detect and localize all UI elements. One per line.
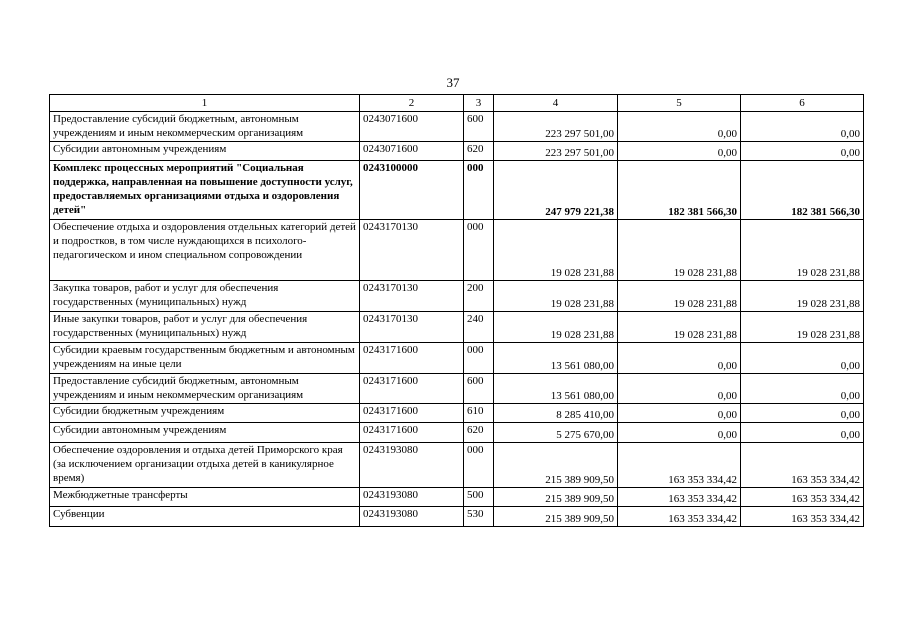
row-name-cell: Обеспечение отдыха и оздоровления отдельных категорий детей и подростков, в том числе нуждающихся в психолого-педагогическом и ином специальном сопровождении — [50, 220, 360, 281]
column-header: 6 — [741, 95, 864, 112]
row-code-cell: 0243171600 — [360, 404, 464, 423]
row-type-cell: 000 — [464, 343, 494, 374]
row-value-5-cell: 182 381 566,30 — [618, 161, 741, 220]
row-name-cell: Закупка товаров, работ и услуг для обеспечения государственных (муниципальных) нужд — [50, 281, 360, 312]
table-row — [50, 161, 864, 220]
row-type-cell: 000 — [464, 161, 494, 220]
row-code-cell: 0243170130 — [360, 312, 464, 343]
column-header-row — [50, 95, 864, 112]
row-name-cell: Межбюджетные трансферты — [50, 488, 360, 507]
table-row — [50, 507, 864, 527]
column-header: 1 — [50, 95, 360, 112]
table-row — [50, 281, 864, 312]
table-row — [50, 443, 864, 488]
row-name-cell: Субсидии автономным учреждениям — [50, 423, 360, 443]
row-value-5-cell: 163 353 334,42 — [618, 507, 741, 527]
row-code-cell: 0243171600 — [360, 374, 464, 404]
row-value-6-cell: 0,00 — [741, 112, 864, 142]
row-code-cell: 0243170130 — [360, 281, 464, 312]
row-value-4-cell: 215 389 909,50 — [494, 507, 618, 527]
budget-table — [49, 94, 864, 527]
row-value-4-cell: 13 561 080,00 — [494, 343, 618, 374]
page-number: 37 — [446, 75, 460, 90]
row-value-4-cell: 5 275 670,00 — [494, 423, 618, 443]
row-code-cell: 0243193080 — [360, 443, 464, 488]
row-type-cell: 600 — [464, 112, 494, 142]
row-value-4-cell: 13 561 080,00 — [494, 374, 618, 404]
row-type-cell: 530 — [464, 507, 494, 527]
row-code-cell: 0243071600 — [360, 112, 464, 142]
row-value-6-cell: 19 028 231,88 — [741, 312, 864, 343]
column-header: 5 — [618, 95, 741, 112]
row-name-cell: Комплекс процессных мероприятий "Социальная поддержка, направленная на повышение доступности услуг, предоставляемых организациями отдыха и оздоровления детей" — [50, 161, 360, 220]
row-value-4-cell: 19 028 231,88 — [494, 220, 618, 281]
row-value-6-cell: 163 353 334,42 — [741, 443, 864, 488]
column-header: 4 — [494, 95, 618, 112]
row-name-cell: Обеспечение оздоровления и отдыха детей Приморского края (за исключением организации отдыха детей в каникулярное время) — [50, 443, 360, 488]
row-type-cell: 600 — [464, 374, 494, 404]
row-value-4-cell: 215 389 909,50 — [494, 443, 618, 488]
row-value-4-cell: 223 297 501,00 — [494, 142, 618, 161]
row-code-cell: 0243100000 — [360, 161, 464, 220]
row-type-cell: 000 — [464, 443, 494, 488]
table-row — [50, 404, 864, 423]
table-row — [50, 142, 864, 161]
row-value-4-cell: 19 028 231,88 — [494, 312, 618, 343]
row-name-cell: Субсидии бюджетным учреждениям — [50, 404, 360, 423]
row-value-6-cell: 0,00 — [741, 374, 864, 404]
row-value-6-cell: 19 028 231,88 — [741, 220, 864, 281]
row-value-5-cell: 0,00 — [618, 112, 741, 142]
row-value-5-cell: 0,00 — [618, 423, 741, 443]
row-value-6-cell: 19 028 231,88 — [741, 281, 864, 312]
row-value-4-cell: 215 389 909,50 — [494, 488, 618, 507]
table-row — [50, 220, 864, 281]
row-code-cell: 0243071600 — [360, 142, 464, 161]
row-value-6-cell: 0,00 — [741, 423, 864, 443]
column-header: 3 — [464, 95, 494, 112]
row-value-5-cell: 19 028 231,88 — [618, 281, 741, 312]
column-header: 2 — [360, 95, 464, 112]
row-value-5-cell: 0,00 — [618, 404, 741, 423]
table-row — [50, 343, 864, 374]
row-type-cell: 500 — [464, 488, 494, 507]
row-name-cell: Предоставление субсидий бюджетным, автономным учреждениям и иным некоммерческим организациям — [50, 374, 360, 404]
row-name-cell: Субсидии краевым государственным бюджетным и автономным учреждениям на иные цели — [50, 343, 360, 374]
row-value-6-cell: 0,00 — [741, 343, 864, 374]
row-value-4-cell: 247 979 221,38 — [494, 161, 618, 220]
row-value-6-cell: 182 381 566,30 — [741, 161, 864, 220]
row-value-5-cell: 0,00 — [618, 142, 741, 161]
row-type-cell: 620 — [464, 423, 494, 443]
row-value-4-cell: 8 285 410,00 — [494, 404, 618, 423]
row-code-cell: 0243193080 — [360, 488, 464, 507]
row-name-cell: Иные закупки товаров, работ и услуг для обеспечения государственных (муниципальных) нужд — [50, 312, 360, 343]
row-value-6-cell: 163 353 334,42 — [741, 507, 864, 527]
row-value-5-cell: 19 028 231,88 — [618, 220, 741, 281]
row-name-cell: Субвенции — [50, 507, 360, 527]
row-value-5-cell: 163 353 334,42 — [618, 488, 741, 507]
row-value-5-cell: 0,00 — [618, 343, 741, 374]
row-name-cell: Субсидии автономным учреждениям — [50, 142, 360, 161]
row-type-cell: 240 — [464, 312, 494, 343]
table-row — [50, 423, 864, 443]
row-code-cell: 0243171600 — [360, 423, 464, 443]
row-value-6-cell: 163 353 334,42 — [741, 488, 864, 507]
row-value-4-cell: 223 297 501,00 — [494, 112, 618, 142]
row-code-cell: 0243171600 — [360, 343, 464, 374]
table-row — [50, 312, 864, 343]
row-code-cell: 0243193080 — [360, 507, 464, 527]
row-value-5-cell: 0,00 — [618, 374, 741, 404]
row-value-4-cell: 19 028 231,88 — [494, 281, 618, 312]
row-value-5-cell: 163 353 334,42 — [618, 443, 741, 488]
row-type-cell: 610 — [464, 404, 494, 423]
table-row — [50, 488, 864, 507]
row-type-cell: 620 — [464, 142, 494, 161]
row-code-cell: 0243170130 — [360, 220, 464, 281]
row-value-6-cell: 0,00 — [741, 404, 864, 423]
row-value-5-cell: 19 028 231,88 — [618, 312, 741, 343]
table-row — [50, 374, 864, 404]
row-type-cell: 000 — [464, 220, 494, 281]
row-name-cell: Предоставление субсидий бюджетным, автономным учреждениям и иным некоммерческим организациям — [50, 112, 360, 142]
table-row — [50, 112, 864, 142]
row-type-cell: 200 — [464, 281, 494, 312]
row-value-6-cell: 0,00 — [741, 142, 864, 161]
